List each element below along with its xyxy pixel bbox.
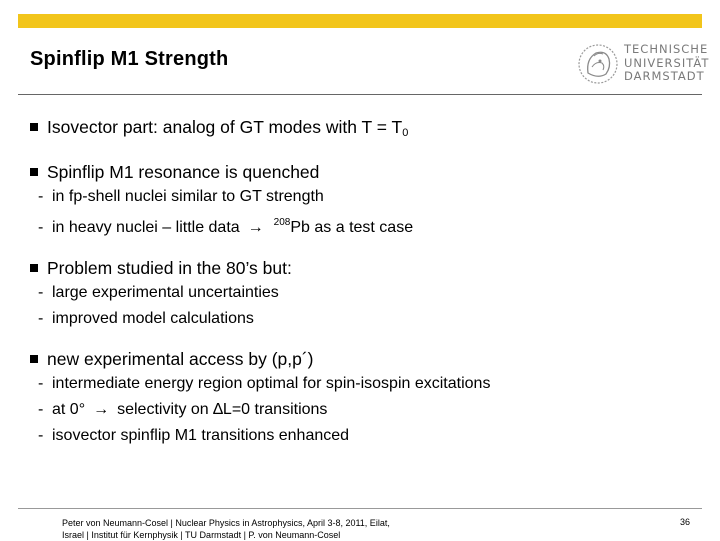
sub-item-text-part: at 0° [52,401,86,418]
sub-item-text [52,397,327,423]
sub-item-text [52,210,413,241]
sub-item [30,210,700,241]
bullet-text: Problem studied in the 80’s but: [47,258,292,278]
dash-bullet: - [38,375,44,392]
athena-emblem-icon [576,41,622,87]
dash-bullet: - [38,219,44,236]
accent-bar [18,14,702,28]
bullet-main [30,256,700,280]
bullet-isovector [30,115,700,145]
sub-item [30,371,700,397]
right-arrow-icon: → [247,219,264,236]
sub-item-text-part: in heavy nuclei – little data [52,219,240,236]
right-arrow-icon: → [93,401,110,418]
university-logo [576,41,710,87]
bullet-quenched [30,160,700,241]
sub-item-text-part: selectivity on ∆L=0 transitions [117,401,328,418]
sub-item-text: in fp-shell nuclei similar to GT strength [52,188,324,205]
bullet-text: new experimental access by (p,p´) [47,349,314,369]
title-divider [18,94,702,95]
bullet-text [47,115,408,145]
square-bullet-icon [30,123,38,131]
sub-item [30,280,700,306]
footer-line: Israel | Institut für Kernphysik | TU Darmstadt | P. von Neumann-Cosel [62,530,341,540]
subscript: 0 [402,127,409,139]
dash-bullet: - [38,284,44,301]
dash-bullet: - [38,427,44,444]
dash-bullet: - [38,310,44,327]
bullet-text-part: Isovector part: analog of GT modes with T = T [47,117,403,137]
slide-content [30,115,700,464]
sub-item-text: large experimental uncertainties [52,284,279,301]
dash-bullet: - [38,188,44,205]
sub-item-text: isovector spinflip M1 transitions enhanced [52,427,350,444]
sub-item-text: improved model calculations [52,310,254,327]
footer-divider [18,508,702,509]
dash-bullet: - [38,401,44,418]
page-number: 36 [680,517,691,527]
university-logo-text: TECHNISCHE UNIVERSITÄT DARMSTADT [624,42,710,83]
sub-item [30,306,700,332]
bullet-main [30,347,700,371]
bullet-main [30,115,700,145]
sub-item [30,423,700,449]
sub-item-text-part: Pb as a test case [290,219,414,236]
sub-item [30,397,700,423]
bullet-main [30,160,700,184]
slide-title: Spinflip M1 Strength [30,48,229,70]
square-bullet-icon [30,168,38,176]
sub-item [30,184,700,210]
bullet-text: Spinflip M1 resonance is quenched [47,162,320,182]
square-bullet-icon [30,264,38,272]
bullet-problem [30,256,700,332]
square-bullet-icon [30,355,38,363]
bullet-new-access [30,347,700,449]
mass-number: 208 [273,217,291,228]
footer-line: Peter von Neumann-Cosel | Nuclear Physics in Astrophysics, April 3-8, 2011, Eilat, [62,518,390,528]
footer-credits [62,517,390,541]
sub-item-text: intermediate energy region optimal for spin-isospin excitations [52,375,491,392]
